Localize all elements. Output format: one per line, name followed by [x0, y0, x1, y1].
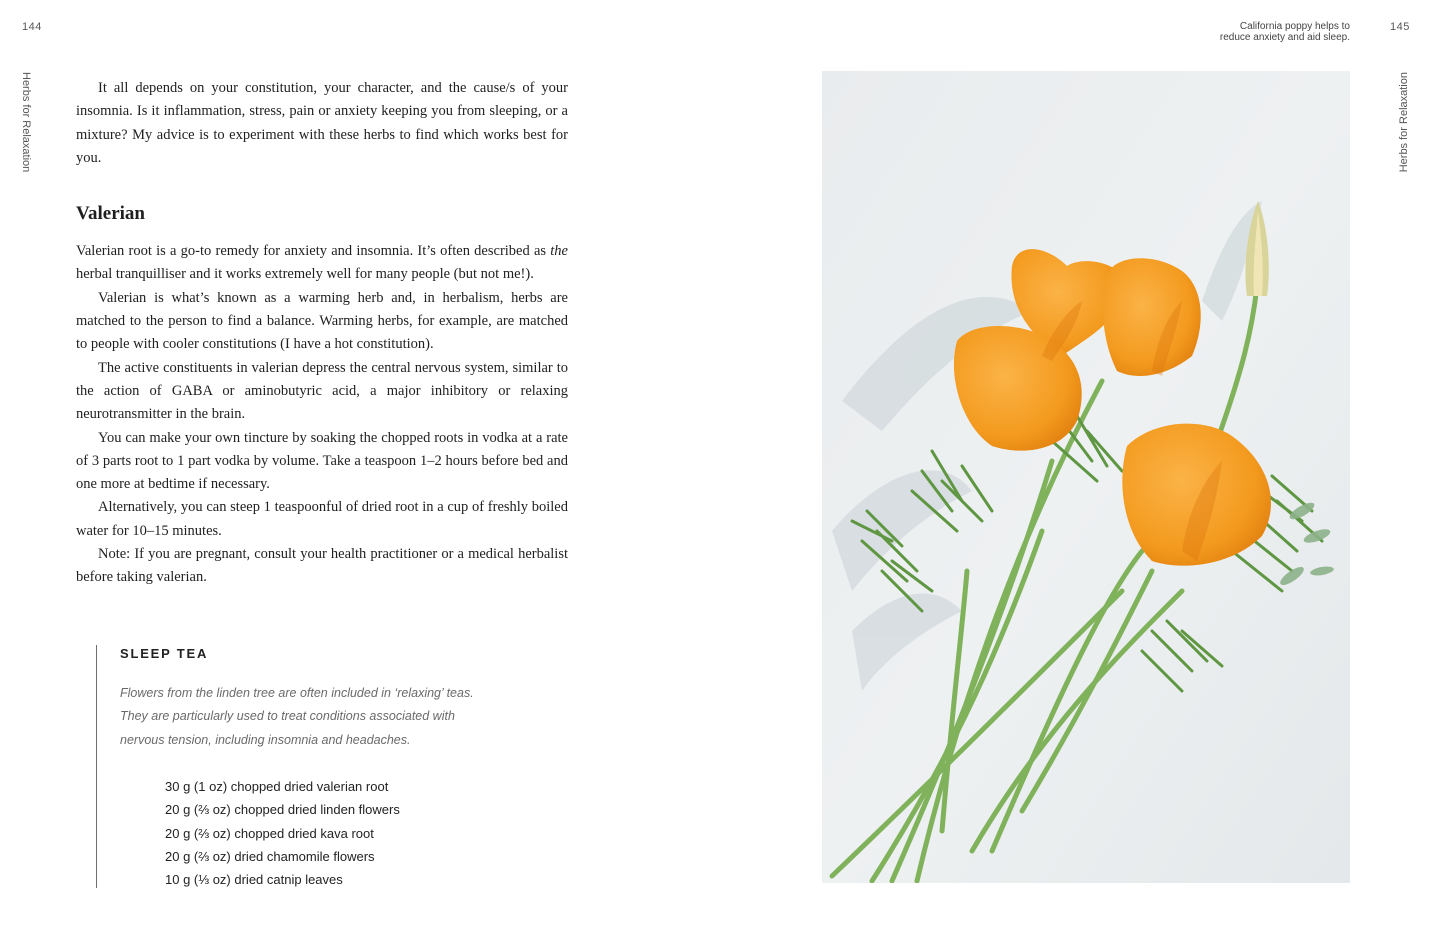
page-number-right: 145: [1390, 21, 1410, 33]
ingredient-list: [165, 775, 400, 891]
valerian-p1-emphasis: the: [550, 243, 568, 260]
sleep-tea-recipe-box: [96, 645, 537, 888]
ingredient-item: 30 g (1 oz) chopped dried valerian root: [165, 779, 389, 794]
california-poppy-photo: [822, 71, 1350, 883]
valerian-paragraph-3: The active constituents in valerian depress the central nervous system, similar to the action of GABA or aminobutyric acid, a major inhibitory or relaxing neurotransmitter in the brain.: [76, 359, 568, 423]
valerian-paragraph-6: Note: If you are pregnant, consult your health practitioner or a medical herbalist before taking valerian.: [76, 546, 568, 586]
recipe-intro-line: They are particularly used to treat conditions associated with: [120, 709, 455, 724]
valerian-p1-text-a: Valerian root is a go-to remedy for anxiety and insomnia. It’s often described as: [76, 243, 551, 260]
body-text-column: [76, 77, 568, 590]
valerian-paragraph-2: Valerian is what’s known as a warming herb and, in herbalism, herbs are matched to the person to find a balance. Warming herbs, for example, are matched to people with cooler constitutions (I have a hot constitution).: [76, 289, 568, 353]
ingredient-item: 10 g (⅓ oz) dried catnip leaves: [165, 872, 343, 888]
ingredient-item: 20 g (⅔ oz) chopped dried kava root: [165, 825, 374, 841]
valerian-p1-text-b: herbal tranquilliser and it works extremely well for many people (but not me!).: [76, 266, 534, 283]
running-head-left: Herbs for Relaxation: [20, 72, 32, 173]
photo-caption: California poppy helps to reduce anxiety and aid sleep.: [1219, 21, 1350, 43]
running-head-right: Herbs for Relaxation: [1398, 72, 1410, 173]
ingredient-item: 20 g (⅔ oz) chopped dried linden flowers: [165, 802, 400, 818]
valerian-paragraph-4: You can make your own tincture by soaking the chopped roots in vodka at a rate of 3 parts root to 1 part vodka by volume. Take a teaspoon 1–2 hours before bed and one more at bedtime if necessary.: [76, 429, 568, 493]
recipe-title: SLEEP TEA: [120, 646, 209, 661]
valerian-paragraph-1: [76, 240, 568, 287]
recipe-intro-line: Flowers from the linden tree are often included in ‘relaxing’ teas.: [120, 686, 474, 700]
section-heading: Valerian: [76, 203, 145, 225]
intro-paragraph: It all depends on your constitution, your character, and the cause/s of your insomnia. Is it inflammation, stress, pain or anxiety keeping you from sleeping, or a mixture? My advice is to experiment with these herbs to find which works best for you.: [76, 80, 568, 166]
page-number-left: 144: [22, 21, 42, 33]
valerian-paragraph-5: Alternatively, you can steep 1 teaspoonful of dried root in a cup of freshly boiled water for 10–15 minutes.: [76, 499, 568, 539]
recipe-intro-line: nervous tension, including insomnia and headaches.: [120, 732, 411, 747]
ingredient-item: 20 g (⅔ oz) dried chamomile flowers: [165, 848, 375, 864]
recipe-intro: [120, 682, 530, 752]
